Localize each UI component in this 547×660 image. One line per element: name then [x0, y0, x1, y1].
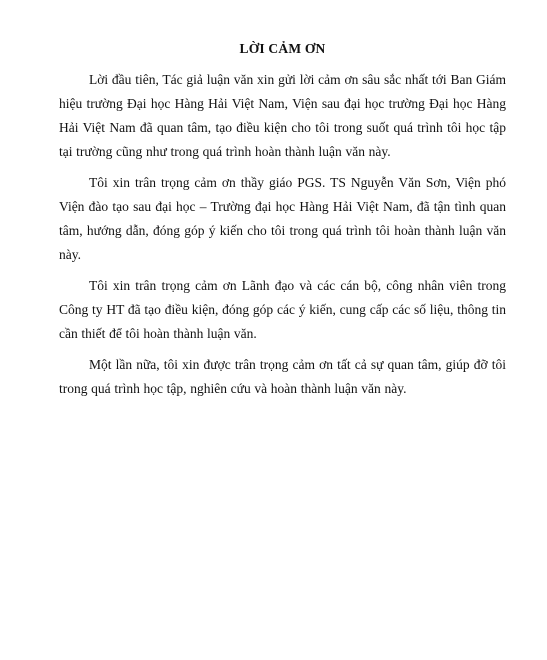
- paragraph-2: Tôi xin trân trọng cảm ơn thầy giáo PGS. TS Nguyễn Văn Sơn, Viện phó Viện đào tạo sau đại học – Trường đại học Hàng Hải Việt Nam, đã tận tình quan tâm, hướng dẫn, đóng góp ý kiến cho tôi trong quá trình tôi hoàn thành luận văn này.: [59, 175, 506, 262]
- page-title: LỜI CẢM ƠN: [239, 41, 326, 56]
- paragraph-4: Một lần nữa, tôi xin được trân trọng cảm ơn tất cả sự quan tâm, giúp đỡ tôi trong quá trình học tập, nghiên cứu và hoàn thành luận văn này.: [59, 357, 506, 396]
- document-body: [59, 40, 506, 408]
- paragraph-1: Lời đầu tiên, Tác giả luận văn xin gửi lời cảm ơn sâu sắc nhất tới Ban Giám hiệu trường Đại học Hàng Hải Việt Nam, Viện sau đại học trường Đại học Hàng Hải Việt Nam đã quan tâm, tạo điều kiện cho tôi trong suốt quá trình tôi học tập tại trường cũng như trong quá trình hoàn thành luận văn này.: [59, 72, 506, 159]
- paragraph-3: Tôi xin trân trọng cảm ơn Lãnh đạo và các cán bộ, công nhân viên trong Công ty HT đã tạo điều kiện, đóng góp các ý kiến, cung cấp các số liệu, thông tin cần thiết để tôi hoàn thành luận văn.: [59, 278, 506, 341]
